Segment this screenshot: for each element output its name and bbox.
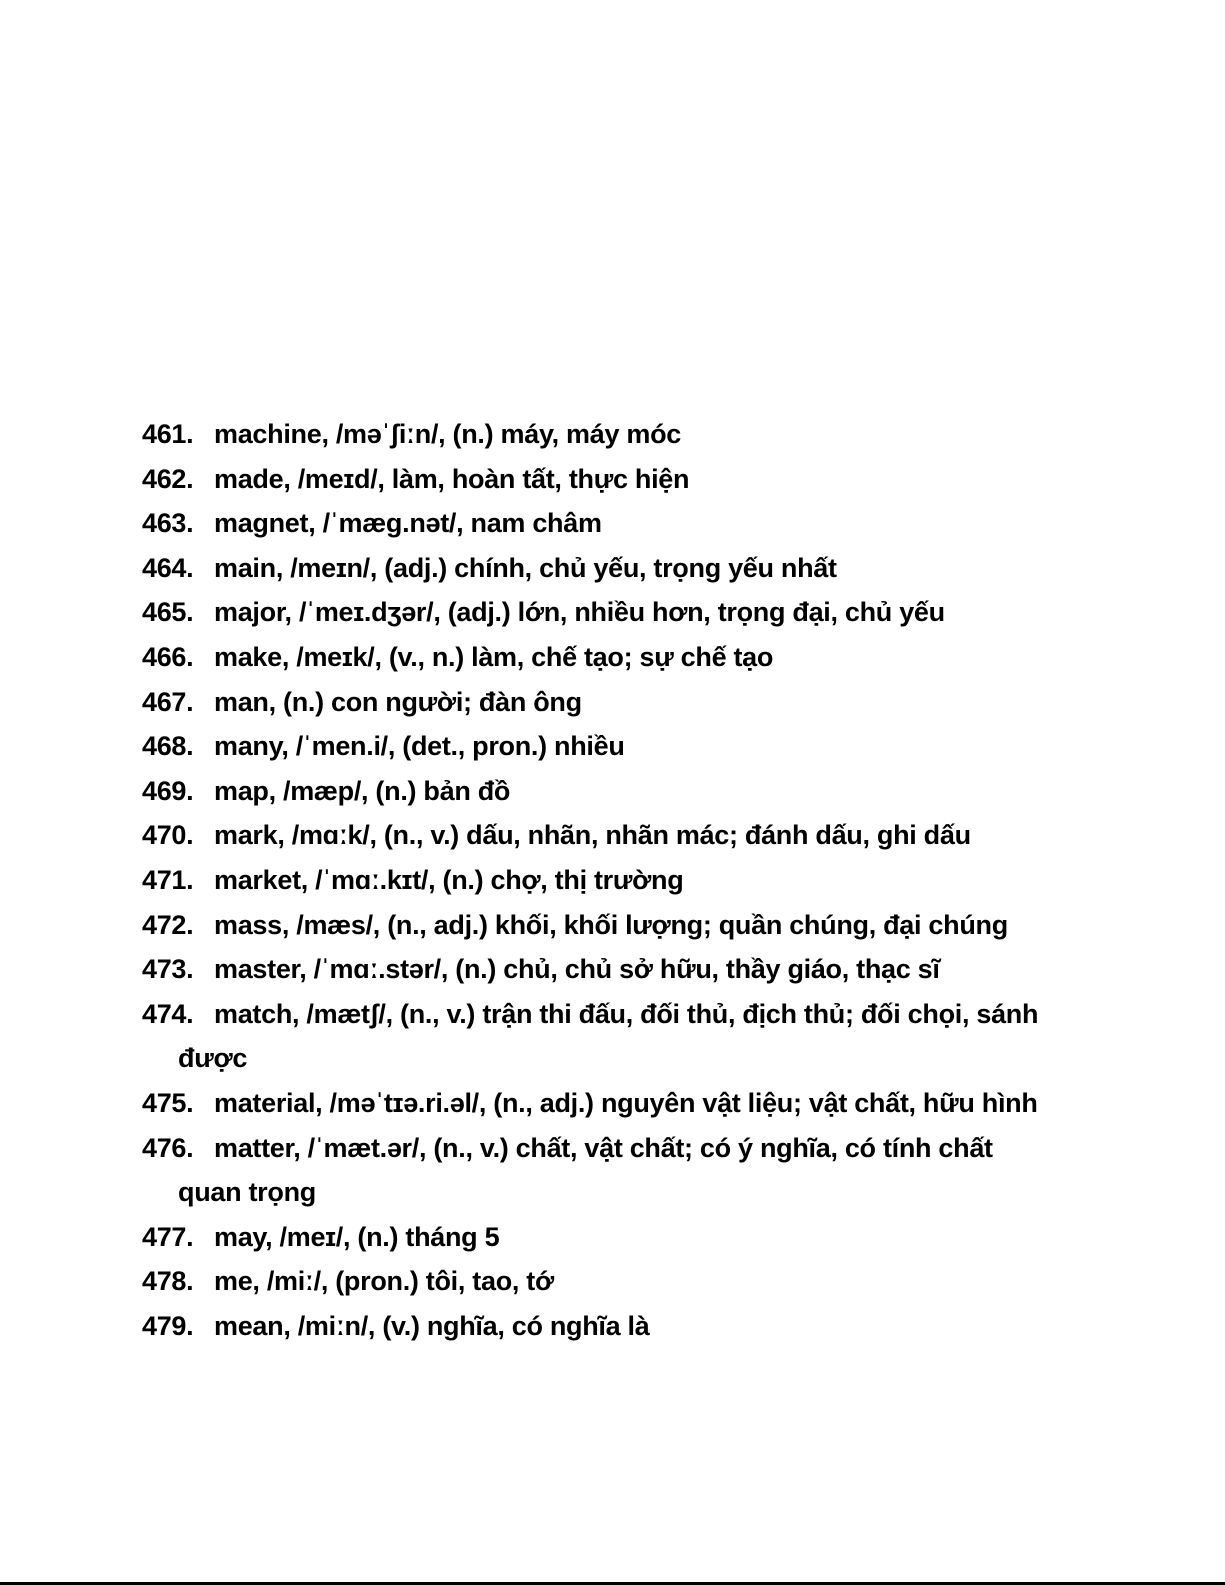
- vocab-entry-463: [143, 501, 1063, 546]
- entry-number: 465.: [142, 597, 194, 628]
- vocab-entry-468: [143, 724, 1063, 769]
- entry-number: 475.: [142, 1087, 194, 1118]
- entry-number: 466.: [142, 641, 194, 672]
- vocab-entry-461: [143, 412, 1063, 457]
- entry-text: machine, /məˈʃiːn/, (n.) máy, máy móc: [214, 419, 682, 449]
- vocab-entry-466: [143, 635, 1063, 680]
- entry-number: 463.: [142, 508, 194, 539]
- entry-number: 470.: [142, 820, 194, 851]
- vocab-entry-462: [143, 457, 1063, 502]
- entry-number: 461.: [142, 419, 194, 449]
- entry-text: me, /miː/, (pron.) tôi, tao, tớ: [214, 1266, 554, 1297]
- entry-number: 476.: [142, 1132, 194, 1163]
- entry-text: master, /ˈmɑː.stər/, (n.) chủ, chủ sở hữu, thầy giáo, thạc sĩ: [214, 954, 940, 985]
- entry-text: magnet, /ˈmæg.nət/, nam châm: [214, 508, 602, 539]
- vocab-entry-471: [143, 858, 1063, 903]
- entry-text: matter, /ˈmæt.ər/, (n., v.) chất, vật chất; có ý nghĩa, có tính chất quan trọng: [178, 1132, 993, 1208]
- vocab-entry-469: [143, 769, 1063, 814]
- entry-text: match, /mætʃ/, (n., v.) trận thi đấu, đối thủ, địch thủ; đối chọi, sánh được: [178, 998, 1039, 1074]
- entry-number: 471.: [142, 864, 194, 895]
- entry-number: 477.: [142, 1221, 194, 1252]
- entry-number: 468.: [142, 731, 194, 762]
- vocab-entry-478: [143, 1259, 1063, 1304]
- vocab-entry-465: [143, 590, 1063, 635]
- vocab-entry-477: [143, 1215, 1063, 1260]
- entry-number: 464.: [142, 552, 194, 583]
- entry-text: mark, /mɑːk/, (n., v.) dấu, nhãn, nhãn mác; đánh dấu, ghi dấu: [214, 820, 971, 851]
- vocab-entry-474: [143, 992, 1063, 1081]
- entry-number: 472.: [142, 909, 194, 940]
- entry-text: man, (n.) con người; đàn ông: [214, 686, 582, 717]
- entry-text: major, /ˈmeɪ.dʒər/, (adj.) lớn, nhiều hơn, trọng đại, chủ yếu: [214, 597, 945, 628]
- entry-number: 469.: [142, 775, 194, 806]
- entry-text: mean, /miːn/, (v.) nghĩa, có nghĩa là: [214, 1310, 650, 1341]
- entry-number: 474.: [142, 998, 194, 1029]
- entry-number: 473.: [142, 954, 194, 985]
- entry-text: made, /meɪd/, làm, hoàn tất, thực hiện: [214, 463, 690, 494]
- entry-number: 467.: [142, 686, 194, 717]
- vocab-entry-464: [143, 546, 1063, 591]
- entry-number: 478.: [142, 1266, 194, 1297]
- entry-text: map, /mæp/, (n.) bản đồ: [214, 775, 511, 806]
- entry-text: may, /meɪ/, (n.) tháng 5: [214, 1221, 500, 1252]
- entry-text: make, /meɪk/, (v., n.) làm, chế tạo; sự chế tạo: [214, 641, 774, 672]
- entry-text: market, /ˈmɑː.kɪt/, (n.) chợ, thị trường: [214, 864, 684, 895]
- vocab-entry-476: [143, 1126, 1063, 1215]
- entry-number: 462.: [142, 463, 194, 494]
- entry-text: many, /ˈmen.i/, (det., pron.) nhiều: [214, 731, 625, 762]
- vocab-entry-475: [143, 1081, 1063, 1126]
- vocabulary-list: [143, 412, 1063, 1348]
- entry-text: material, /məˈtɪə.ri.əl/, (n., adj.) nguyên vật liệu; vật chất, hữu hình: [214, 1087, 1038, 1118]
- entry-text: mass, /mæs/, (n., adj.) khối, khối lượng; quần chúng, đại chúng: [214, 909, 1008, 940]
- vocab-entry-470: [143, 813, 1063, 858]
- vocab-entry-479: [143, 1304, 1063, 1349]
- entry-number: 479.: [142, 1310, 194, 1341]
- vocab-entry-472: [143, 903, 1063, 948]
- vocab-entry-467: [143, 680, 1063, 725]
- entry-text: main, /meɪn/, (adj.) chính, chủ yếu, trọng yếu nhất: [214, 552, 837, 583]
- vocab-entry-473: [143, 947, 1063, 992]
